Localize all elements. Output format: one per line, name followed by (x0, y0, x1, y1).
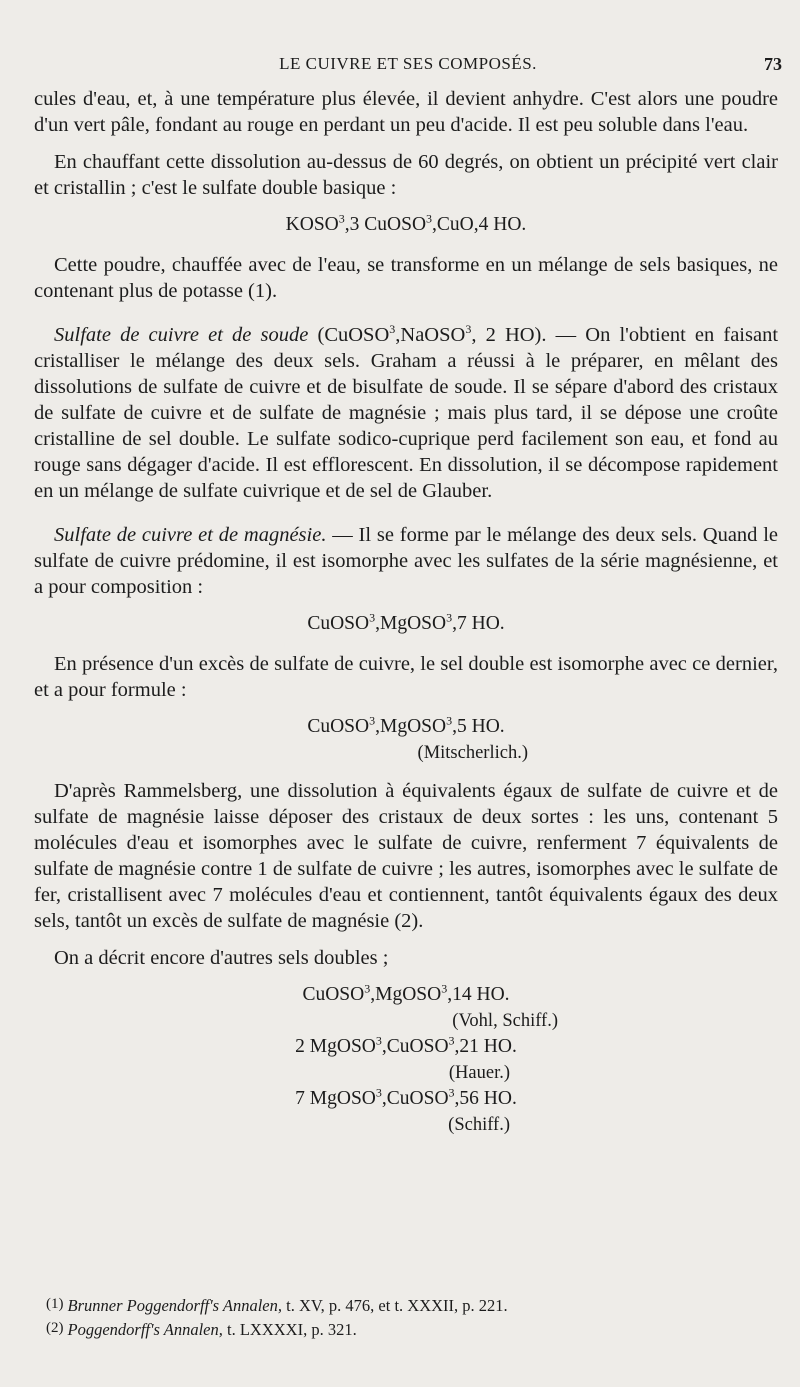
formula-list (34, 982, 778, 1138)
formula: KOSO$^3$,3 CuOSO$^3$,CuO,4 HO. (285, 211, 527, 235)
body-text (34, 86, 778, 1150)
footnote: (1) Brunner Poggendorff's Annalen, t. XV, p. 476, et t. XXXII, p. 221. (46, 1296, 508, 1315)
section-heading: Sulfate de cuivre et de magnésie. (54, 524, 327, 546)
section-sulfate-cuivre-magnesie: Sulfate de cuivre et de magnésie. — Il se forme par le mélange des deux sels. Quand le sulfate de cuivre prédomine, il est isomorphe avec les sulfates de la série magnésienne, et a pour composition : (34, 524, 779, 598)
footnotes (46, 1293, 778, 1341)
running-head (34, 54, 782, 80)
paragraph: Cette poudre, chauffée avec de l'eau, se transforme en un mélange de sels basiques, ne contenant plus de potasse (1). (34, 254, 778, 302)
formula-source: (Vohl, Schiff.) (452, 1011, 558, 1031)
section-sulfate-cuivre-soude: Sulfate de cuivre et de soude (CuOSO$^3$,NaOSO$^3$, 2 HO). — On l'obtient en faisant cristalliser le mélange des deux sels. Graham a réussi à le préparer, en mêlant des dissolutions de sulfate de cuivre et de bisulfate de soude. Il se sépare d'abord des cristaux de sulfate de cuivre et de sulfate de magnésie ; mais plus tard, il se dépose une croûte cristalline de sel double. Le sulfate sodico-cuprique perd facilement son eau, et fond au rouge sans dégager d'acide. Il est efflorescent. En dissolution, il se décompose rapidement en un mélange de sulfate cuivrique et de sel de Glauber. (34, 322, 779, 502)
section-heading: Sulfate de cuivre et de soude (54, 324, 309, 346)
formula-source: (Schiff.) (448, 1115, 510, 1135)
formula-source: (Hauer.) (448, 1063, 510, 1083)
formula-source: (Mitscherlich.) (417, 743, 528, 763)
paragraph: D'après Rammelsberg, une dissolution à équivalents égaux de sulfate de cuivre et de sulfate de magnésie laisse déposer des cristaux de deux sortes : les uns, contenant 5 molécules d'eau et isomorphes avec le sulfate de cuivre, renferment 7 équivalents de sulfate de magnésie contre 1 de sulfate de cuivre ; les autres, isomorphes avec le sulfate de fer, cristallisent avec 7 molécules d'eau et contiennent, tantôt équivalents égaux des deux sels, tantôt un excès de sulfate de magnésie (2). (34, 780, 778, 932)
footnote: (2) Poggendorff's Annalen, t. LXXXXI, p. 321. (46, 1320, 357, 1339)
formula: 7 MgOSO$^3$,CuOSO$^3$,56 HO. (295, 1085, 517, 1109)
formula: 2 MgOSO$^3$,CuOSO$^3$,21 HO. (295, 1033, 517, 1057)
paragraph: En chauffant cette dissolution au-dessus de 60 degrés, on obtient un précipité vert clair et cristallin ; c'est le sulfate double basique : (34, 151, 778, 199)
paragraph: cules d'eau, et, à une température plus élevée, il devient anhydre. C'est alors une poudre d'un vert pâle, fondant au rouge en perdant un peu d'acide. Il est peu soluble dans l'eau. (34, 88, 778, 136)
paragraph: On a décrit encore d'autres sels doubles ; (54, 947, 389, 969)
paragraph: En présence d'un excès de sulfate de cuivre, le sel double est isomorphe avec ce dernier, et a pour formule : (34, 653, 778, 701)
formula: CuOSO$^3$,MgOSO$^3$,7 HO. (307, 610, 505, 634)
running-title: LE CUIVRE ET SES COMPOSÉS. (279, 54, 537, 73)
page-number: 73 (764, 54, 782, 74)
formula-with-source (34, 714, 778, 766)
formula: CuOSO$^3$,MgOSO$^3$,5 HO. (307, 713, 505, 737)
formula: CuOSO$^3$,MgOSO$^3$,14 HO. (302, 981, 510, 1005)
